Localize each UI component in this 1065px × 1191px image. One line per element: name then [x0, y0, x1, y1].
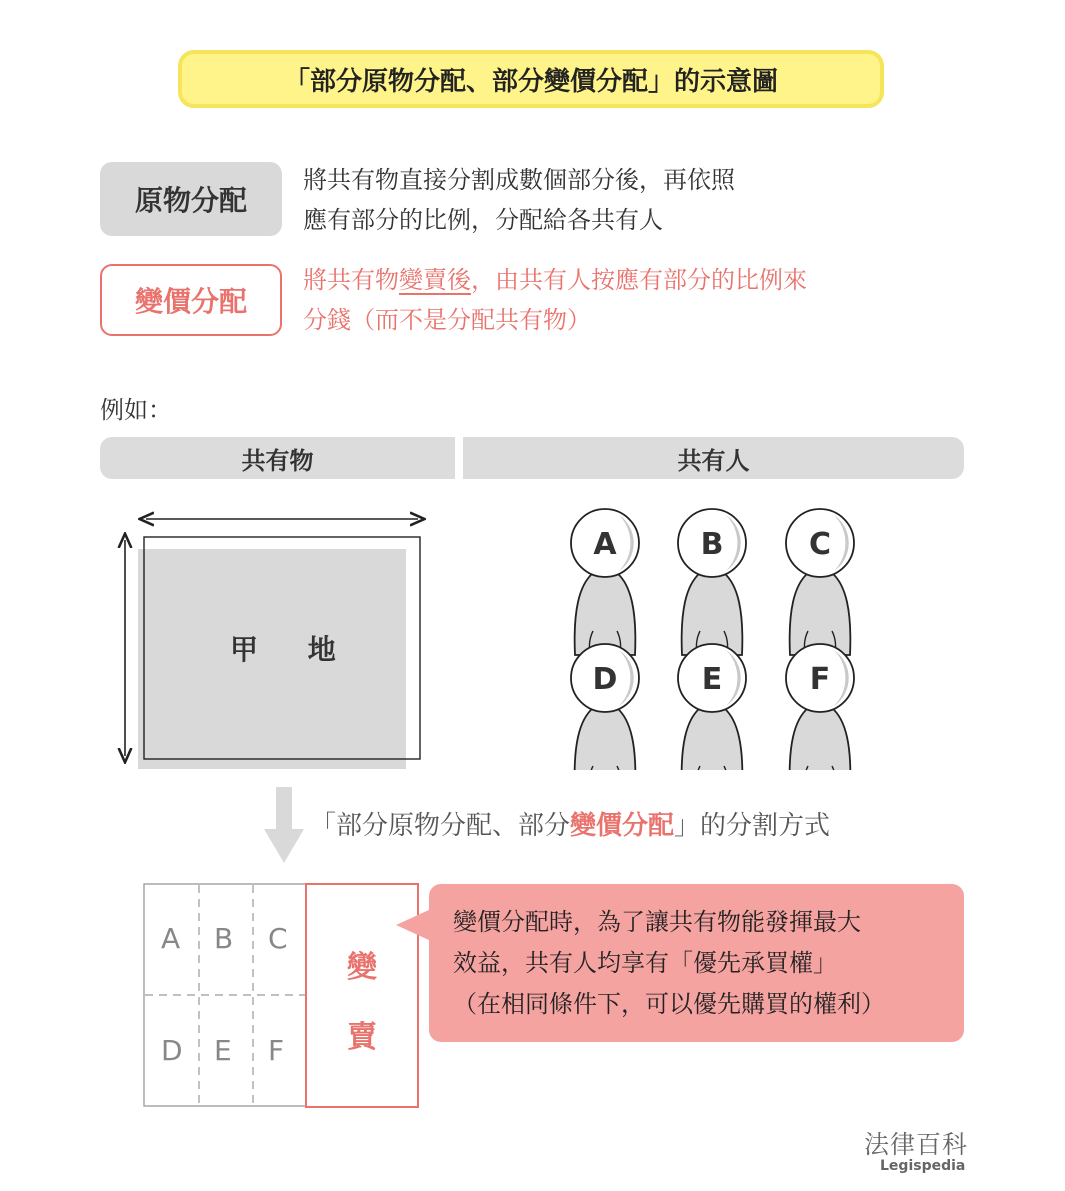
sale-description [303, 260, 807, 340]
sale-line-1-underlined: 變賣後 [399, 266, 471, 294]
sale-line-1-post: ，由共有人按應有部分的比例來 [471, 266, 807, 294]
split-caption-post: 」的分割方式 [674, 811, 831, 841]
in-kind-description [303, 160, 735, 240]
person-d [571, 644, 639, 770]
logo-chinese: 法律百科 [864, 1130, 969, 1159]
svg-text:F: F [809, 662, 831, 697]
person-a [571, 509, 639, 655]
note-line-1: 變價分配時，為了讓共有物能發揮最大 [453, 908, 861, 936]
tag-in-kind-division: 原物分配 [100, 162, 282, 236]
diagram-title: 「部分原物分配、部分變價分配」的示意圖 [178, 50, 884, 108]
grid-cell-f: F [268, 1034, 285, 1067]
note-line-2: 效益，共有人均享有「優先承買權」 [453, 949, 837, 977]
sale-char-2: 賣 [347, 1020, 377, 1055]
svg-text:A: A [593, 527, 617, 562]
split-caption-pre: 「部分原物分配、部分 [310, 811, 571, 841]
person-e [678, 644, 746, 770]
split-caption-highlight: 變價分配 [570, 811, 675, 841]
in-kind-division-grid [143, 883, 309, 1109]
grid-cell-d: D [161, 1034, 183, 1067]
person-b [678, 509, 746, 655]
person-c [786, 509, 854, 655]
co-owner-figures [560, 505, 880, 770]
grid-cell-e: E [214, 1034, 232, 1067]
land-label: 甲 地 [230, 633, 356, 666]
sale-description-line-1 [303, 260, 807, 300]
tag-sale-division: 變價分配 [100, 264, 282, 336]
svg-text:E: E [701, 662, 723, 697]
note-line-3: （在相同條件下，可以優先購買的權利） [453, 990, 885, 1018]
in-kind-description-line-2: 應有部分的比例，分配給各共有人 [303, 206, 663, 234]
logo-english: Legispedia [880, 1158, 966, 1174]
header-co-owned-property: 共有物 [100, 437, 455, 479]
svg-text:D: D [592, 662, 618, 697]
grid-cell-b: B [214, 922, 234, 955]
sale-line-1-pre: 將共有物 [303, 266, 399, 294]
example-label: 例如： [100, 396, 172, 424]
grid-cell-a: A [161, 922, 181, 955]
in-kind-description-line-1: 將共有物直接分割成數個部分後，再依照 [303, 166, 735, 194]
svg-text:B: B [700, 527, 724, 562]
sale-description-line-2: 分錢（而不是分配共有物） [303, 306, 591, 334]
preemptive-right-note [429, 884, 964, 1042]
person-f [786, 644, 854, 770]
split-method-caption [310, 805, 830, 842]
bubble-pointer [396, 908, 432, 944]
sale-char-1: 變 [347, 950, 377, 985]
svg-text:C: C [808, 527, 832, 562]
grid-cell-c: C [268, 922, 288, 955]
down-arrow-icon [262, 787, 306, 865]
header-co-owners: 共有人 [463, 437, 964, 479]
